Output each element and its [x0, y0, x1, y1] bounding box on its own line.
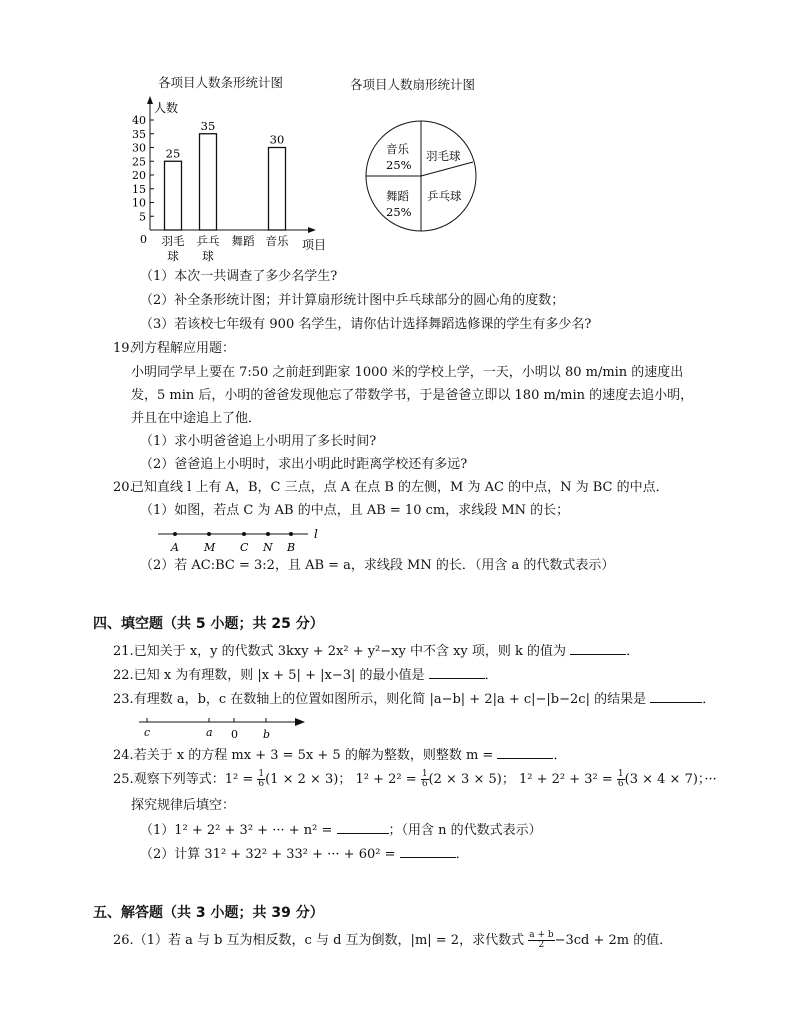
point-c [144, 718, 150, 739]
q20-number: 20. [113, 480, 134, 495]
x-category-label: 乒乓 [196, 234, 220, 248]
fraction-one-sixth: $\frac{1}{6}$ [617, 769, 624, 789]
q22-answer-blank[interactable] [429, 666, 485, 679]
point-zero [231, 718, 238, 741]
pie-chart [363, 118, 479, 234]
y-tick-label: 35 [132, 127, 146, 141]
q23: 23.有理数 a，b，c 在数轴上的位置如图所示，则化简 |a−b| + 2|a + c|−|b−2c| 的结果是 ． [113, 692, 716, 707]
x-category-label: 球 [167, 249, 179, 263]
point-B [286, 532, 295, 554]
x-category-label: 音乐 [265, 234, 289, 248]
q20-stem: 已知直线 l 上有 A，B，C 三点，点 A 在点 B 的左侧，M 为 AC 的中点，N 为 BC 的中点． [131, 480, 669, 495]
pie-slice-music-label: 音乐 [386, 142, 409, 156]
bar-value-label: 25 [165, 146, 181, 161]
svg-text:C: C [240, 541, 249, 554]
y-axis-arrow [147, 96, 153, 104]
q20-line-figure [150, 525, 330, 555]
q20-part2: （2）若 AC:BC = 3:2，且 AB = a，求线段 MN 的长．（用含 a 的代数式表示） [140, 558, 615, 573]
y-tick-label: 30 [132, 141, 146, 155]
bar [200, 134, 217, 230]
q25-part2-answer-blank[interactable] [400, 845, 456, 858]
svg-text:N: N [263, 541, 273, 554]
point-a [206, 718, 213, 739]
q21: 21.已知关于 x，y 的代数式 3kxy + 2x² + y²−xy 中不含 xy 项，则 k 的值为 ． [113, 644, 640, 659]
q19-heading: 列方程解应用题： [131, 341, 236, 356]
y-axis-label: 人数 [154, 101, 179, 115]
y-tick-label: 20 [132, 169, 146, 182]
q18-part2: （2）补全条形统计图；并计算扇形统计图中乒乓球部分的圆心角的度数； [140, 293, 565, 308]
y-tick-label: 40 [132, 114, 146, 127]
bar-chart [120, 92, 340, 264]
svg-text:a: a [206, 726, 213, 739]
number-line-arrow [295, 718, 305, 726]
pie-slice-dance-label: 舞蹈 [386, 189, 409, 203]
bar-value-label: 35 [200, 118, 216, 133]
y-tick-label: 5 [139, 210, 146, 224]
point-b [263, 718, 270, 741]
fraction-one-sixth: $\frac{1}{6}$ [258, 769, 265, 789]
q18-part1: （1）本次一共调查了多少名学生? [140, 269, 338, 284]
x-axis-label: 项目 [302, 238, 327, 252]
y-tick-label: 10 [132, 196, 146, 210]
svg-text:B: B [287, 541, 296, 554]
x-axis-arrow [308, 227, 316, 233]
x-category-label: 舞蹈 [231, 234, 255, 248]
q25-line1: 25.观察下列等式：1² = $\frac{1}{6}$ (1 × 2 × 3)； 1² + 2² = $\frac{1}{6}$ (2 × 3 × 5)； 1² + 2² + 3² = $\frac{1}{6}$ (3 × 4 × 7)；··· [113, 769, 717, 789]
q24-answer-blank[interactable] [497, 746, 553, 759]
q22: 22.已知 x 为有理数，则 |x + 5| + |x−3| 的最小值是 ． [113, 668, 498, 683]
bar-value-label: 30 [269, 132, 285, 147]
q25-part2: （2）计算 31² + 32² + 33² + ··· + 60² = ． [140, 847, 469, 862]
line-l-label: l [314, 527, 318, 541]
q19-line1: 小明同学早上要在 7:50 之前赶到距家 1000 米的学校上学，一天，小明以 80 m/min 的速度出 [131, 365, 684, 380]
q18-part3: （3）若该校七年级有 900 名学生，请你估计选择舞蹈选修课的学生有多少名? [140, 317, 592, 332]
point-M [203, 532, 216, 554]
pie-slice-pingpong-label: 乒乓球 [427, 189, 462, 203]
point-A [170, 532, 179, 554]
q20-part1: （1）如图，若点 C 为 AB 的中点，且 AB = 10 cm，求线段 MN 的长； [140, 503, 570, 518]
svg-text:b: b [263, 728, 271, 741]
pie-chart-title: 各项目人数扇形统计图 [350, 77, 476, 92]
q19-part1: （1）求小明爸爸追上小明用了多长时间? [140, 434, 377, 449]
q23-answer-blank[interactable] [650, 690, 702, 703]
fraction-one-sixth: $\frac{1}{6}$ [421, 769, 428, 789]
q19-number: 19. [113, 341, 134, 356]
pie-slice-dance-pct: 25% [386, 205, 412, 219]
fraction-a-plus-b-over-2: $\frac{a + b}{2}$ [529, 930, 554, 950]
q26: 26.（1）若 a 与 b 互为相反数，c 与 d 互为倒数，|m| = 2，求代数式 $\frac{a + b}{2}$ −3cd + 2m 的值． [113, 930, 673, 950]
svg-text:c: c [144, 726, 151, 739]
svg-text:M: M [204, 541, 216, 554]
bar-chart-title: 各项目人数条形统计图 [158, 75, 284, 90]
point-N [262, 532, 273, 554]
section4-title: 四、填空题（共 5 小题；共 25 分） [93, 616, 324, 632]
q25-part1: （1）1² + 2² + 3² + ··· + n² = ；（用含 n 的代数式表示） [140, 823, 542, 838]
svg-text:0: 0 [231, 728, 238, 741]
point-C [240, 532, 249, 554]
section5-title: 五、解答题（共 3 小题；共 39 分） [93, 905, 324, 921]
pie-slice-badminton-label: 羽毛球 [426, 149, 461, 163]
x-category-label: 羽毛 [161, 234, 185, 248]
svg-text:A: A [171, 541, 179, 554]
y-tick-label: 25 [132, 155, 146, 169]
q24: 24.若关于 x 的方程 mx + 3 = 5x + 5 的解为整数，则整数 m = ． [113, 748, 567, 763]
pie-slice-music-pct: 25% [386, 158, 412, 172]
origin-label: 0 [140, 233, 147, 246]
q25-part1-answer-blank[interactable] [337, 821, 389, 834]
y-tick-label: 15 [132, 182, 146, 196]
bar [269, 148, 286, 231]
x-category-label: 球 [202, 249, 214, 263]
bar [165, 161, 182, 230]
q21-answer-blank[interactable] [570, 642, 626, 655]
q19-line2: 发，5 min 后，小明的爸爸发现他忘了带数学书，于是爸爸立即以 180 m/min 的速度去追小明， [131, 388, 694, 403]
q23-number-line [135, 713, 315, 743]
q19-line3: 并且在中途追上了他． [131, 411, 262, 426]
q19-part2: （2）爸爸追上小明时，求出小明此时距离学校还有多远? [140, 457, 468, 472]
q25-line2: 探究规律后填空： [131, 798, 236, 813]
